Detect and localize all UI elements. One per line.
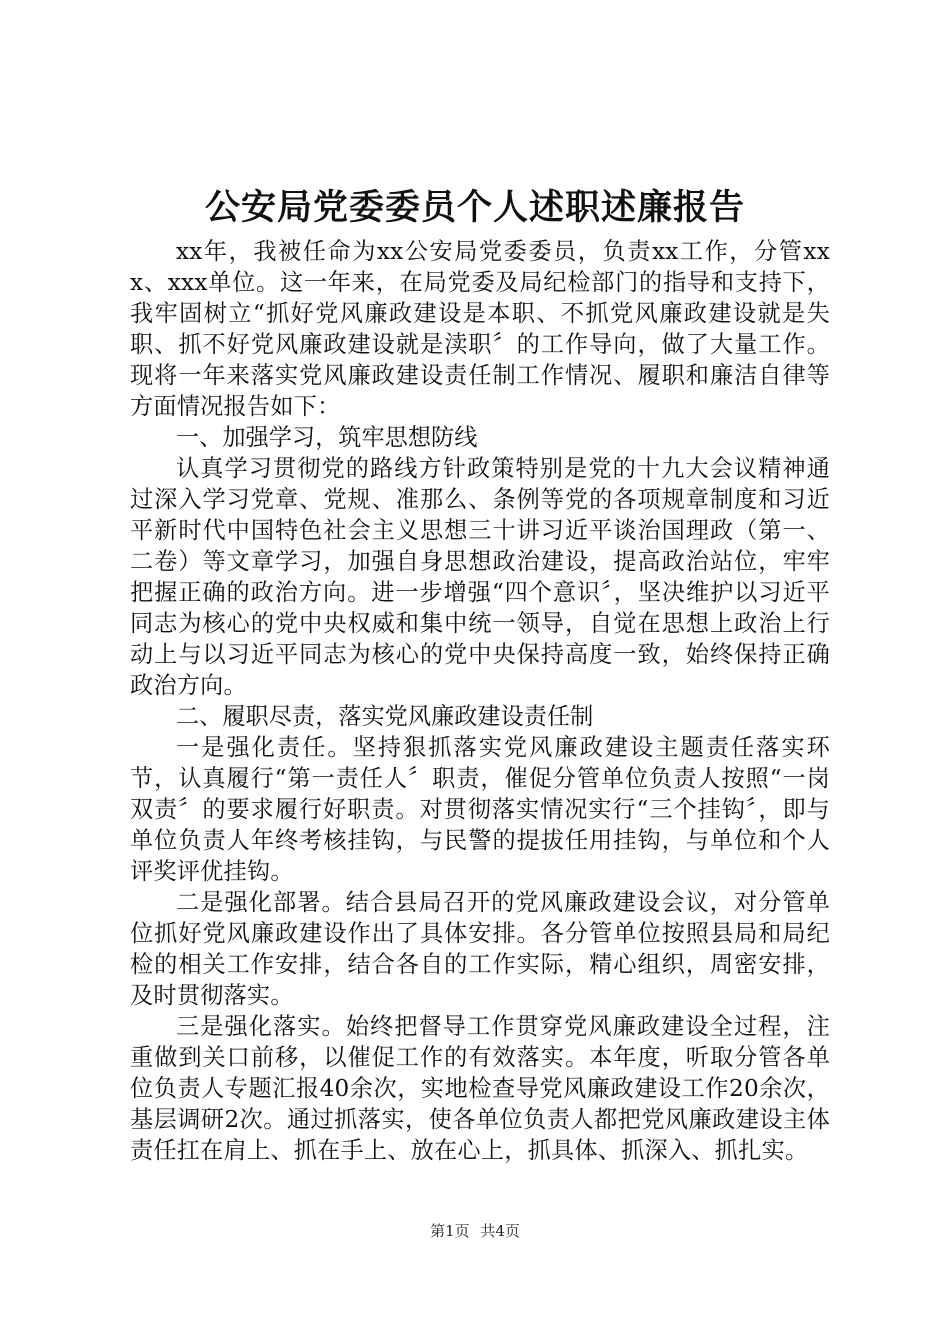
paragraph-deployment: 二是强化部署。结合县局召开的党风廉政建设会议，对分管单位抓好党风廉政建设作出了具体安排。各分管单位按照县局和局纪检的相关工作安排，结合各自的工作实际，精心组织，周密安排，及时贯彻落实。 [130, 889, 830, 1009]
page-total: 共4页 [480, 1222, 520, 1240]
paragraph-study: 认真学习贯彻党的路线方针政策特别是党的十九大会议精神通过深入学习党章、党规、准那么、条例等党的各项规章制度和习近平新时代中国特色社会主义思想三十讲习近平谈治国理政（第一、二卷）等文章学习，加强自身思想政治建设，提高政治站位，牢牢把握正确的政治方向。进一步增强“四个意识〞，坚决维护以习近平同志为核心的党中央权威和集中统一领导，自觉在思想上政治上行动上与以习近平同志为核心的党中央保持高度一致，始终保持正确政治方向。 [130, 455, 830, 699]
document-title: 公安局党委委员个人述职述廉报告 [204, 188, 745, 228]
section-heading-2: 二、履职尽责，落实党风廉政建设责任制 [176, 703, 594, 730]
paragraph-implementation: 三是强化落实。始终把督导工作贯穿党风廉政建设全过程，注重做到关口前移，以催促工作的有效落实。本年度，听取分管各单位负责人专题汇报40余次，实地检查导党风廉政建设工作20余次，基层调研2次。通过抓落实，使各单位负责人都把党风廉政建设主体责任扛在肩上、抓在手上、放在心上，抓具体、抓深入、抓扎实。 [130, 1013, 830, 1164]
page-footer [0, 1221, 950, 1241]
paragraph-intro: xx年，我被任命为xx公安局党委委员，负责xx工作，分管xxx、xxx单位。这一年来，在局党委及局纪检部门的指导和支持下，我牢固树立“抓好党风廉政建设是本职、不抓党风廉政建设就是失职、抓不好党风廉政建设就是渎职〞的工作导向，做了大量工作。现将一年来落实党风廉政建设责任制工作情况、履职和廉洁自律等方面情况报告如下： [130, 238, 830, 420]
page-number: 第1页 [430, 1222, 470, 1240]
document-body [130, 236, 830, 1166]
paragraph-responsibility: 一是强化责任。坚持狠抓落实党风廉政建设主题责任落实环节，认真履行“第一责任人〞职责，催促分管单位负责人按照“一岗双责〞的要求履行好职责。对贯彻落实情况实行“三个挂钩〞，即与单位负责人年终考核挂钩，与民警的提拔任用挂钩，与单位和个人评奖评优挂钩。 [130, 734, 830, 885]
section-heading-1: 一、加强学习，筑牢思想防线 [176, 424, 478, 451]
